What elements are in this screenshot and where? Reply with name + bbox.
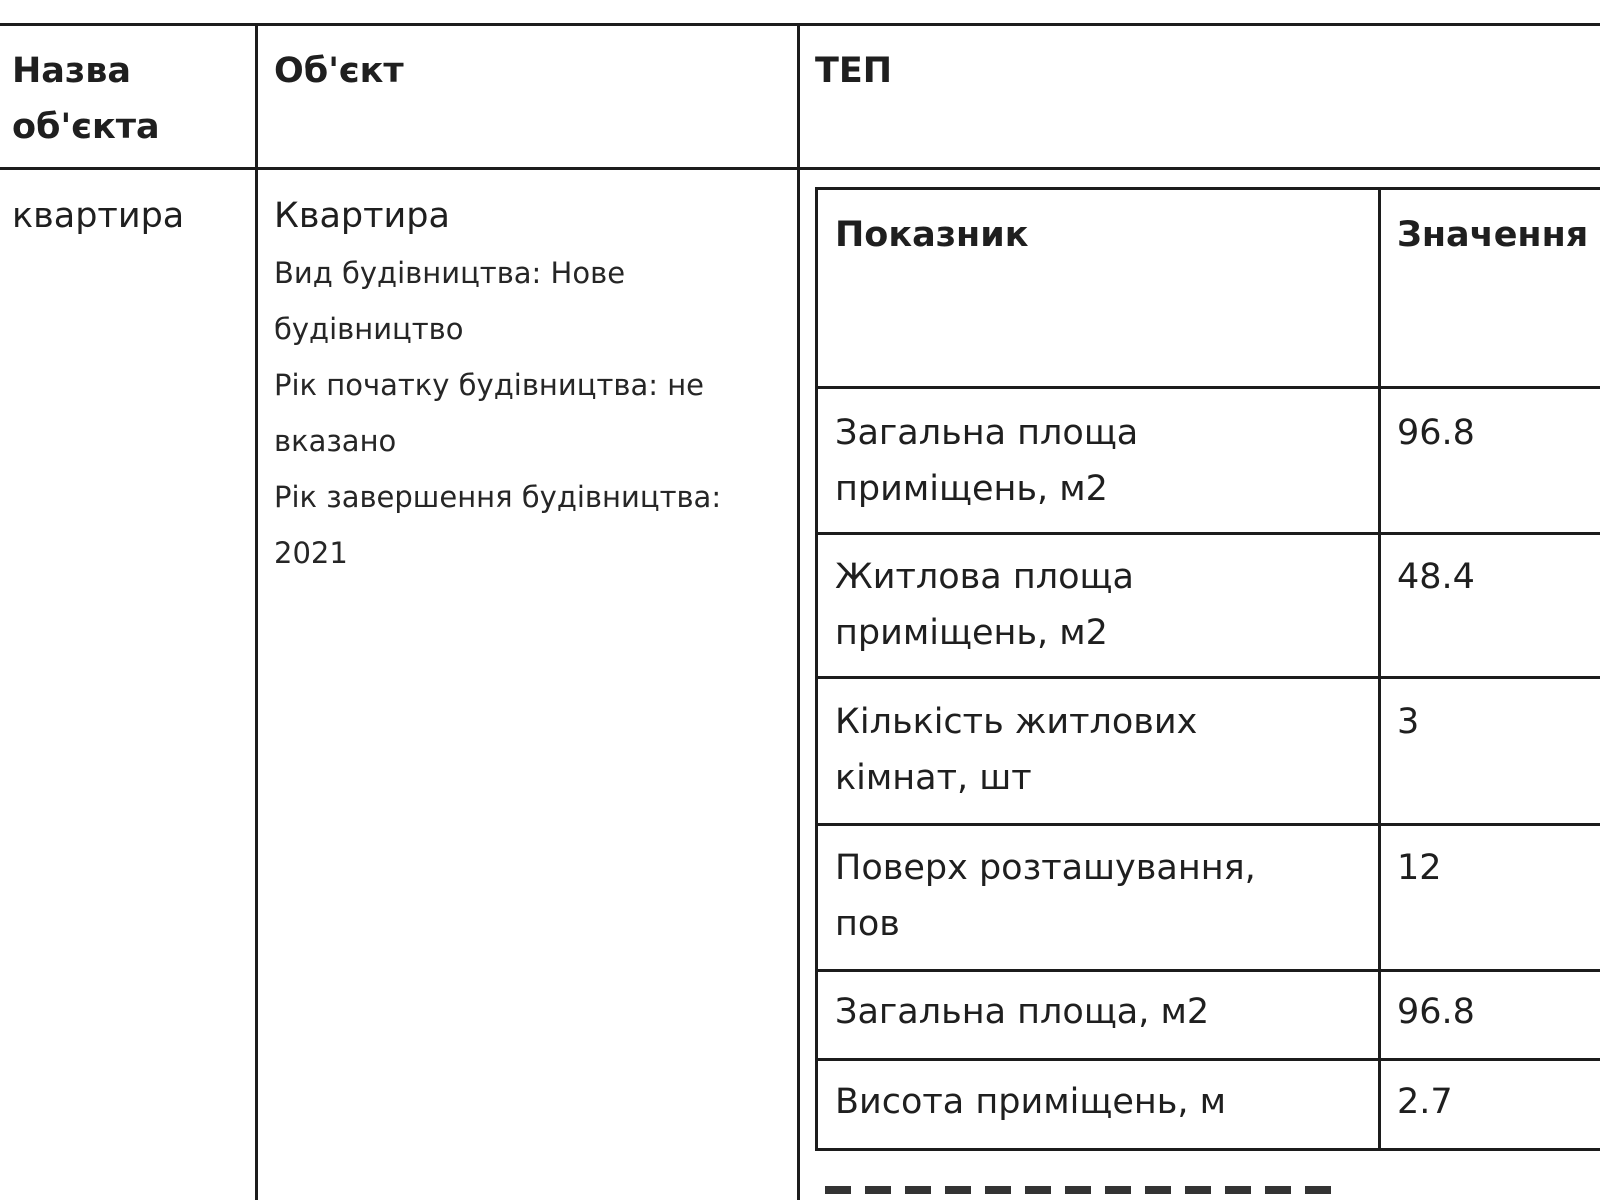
object-detail-3: Рік початку будівництва: не — [274, 368, 705, 402]
tep-header-indicator: Показник — [835, 215, 1029, 255]
outer-col-divider-1 — [255, 23, 258, 1200]
tep-row-divider-1 — [815, 386, 1600, 389]
tep-row-4-label-line1: Поверх розташування, — [835, 848, 1256, 888]
object-detail-2: будівництво — [274, 312, 464, 346]
tep-row-4-label-line2: пов — [835, 904, 900, 944]
tep-row-3-label-line2: кімнат, шт — [835, 758, 1032, 798]
row-object-title: Квартира — [274, 196, 450, 236]
outer-col-divider-2 — [797, 23, 800, 1200]
tep-table — [815, 187, 1600, 1150]
tep-bottom-border — [815, 1148, 1600, 1151]
tep-row-divider-5 — [815, 969, 1600, 972]
tep-row-6-value: 2.7 — [1397, 1082, 1453, 1122]
tep-row-2-value: 48.4 — [1397, 557, 1475, 597]
tep-row-5-value: 96.8 — [1397, 992, 1475, 1032]
tep-row-divider-2 — [815, 532, 1600, 535]
outer-header-divider — [0, 167, 1600, 170]
tep-row-3-value: 3 — [1397, 702, 1420, 742]
tep-row-divider-4 — [815, 823, 1600, 826]
tep-row-divider-6 — [815, 1058, 1600, 1061]
tep-row-1-value: 96.8 — [1397, 413, 1475, 453]
object-detail-1: Вид будівництва: Нове — [274, 256, 626, 290]
tep-top-border — [815, 187, 1600, 190]
cut-off-text-fragment — [825, 1178, 1345, 1200]
tep-row-2-label-line2: приміщень, м2 — [835, 613, 1108, 653]
object-detail-5: Рік завершення будівництва: — [274, 480, 722, 514]
header-name-line2: об'єкта — [12, 107, 160, 147]
outer-top-border — [0, 23, 1600, 26]
tep-row-6-label: Висота приміщень, м — [835, 1082, 1227, 1122]
tep-row-1-label-line1: Загальна площа — [835, 413, 1139, 453]
header-tep: ТЕП — [815, 51, 893, 91]
header-object: Об'єкт — [274, 51, 404, 91]
tep-header-value: Значення — [1397, 215, 1589, 255]
tep-col-divider — [1378, 187, 1381, 1151]
tep-row-divider-3 — [815, 676, 1600, 679]
tep-row-3-label-line1: Кількість житлових — [835, 702, 1198, 742]
tep-row-4-value: 12 — [1397, 848, 1442, 888]
object-detail-6: 2021 — [274, 536, 348, 570]
tep-row-2-label-line1: Житлова площа — [835, 557, 1134, 597]
header-name-line1: Назва — [12, 51, 132, 91]
row-name: квартира — [12, 196, 185, 236]
tep-left-border — [815, 187, 818, 1151]
tep-row-1-label-line2: приміщень, м2 — [835, 469, 1108, 509]
object-detail-4: вказано — [274, 424, 397, 458]
tep-row-5-label: Загальна площа, м2 — [835, 992, 1210, 1032]
